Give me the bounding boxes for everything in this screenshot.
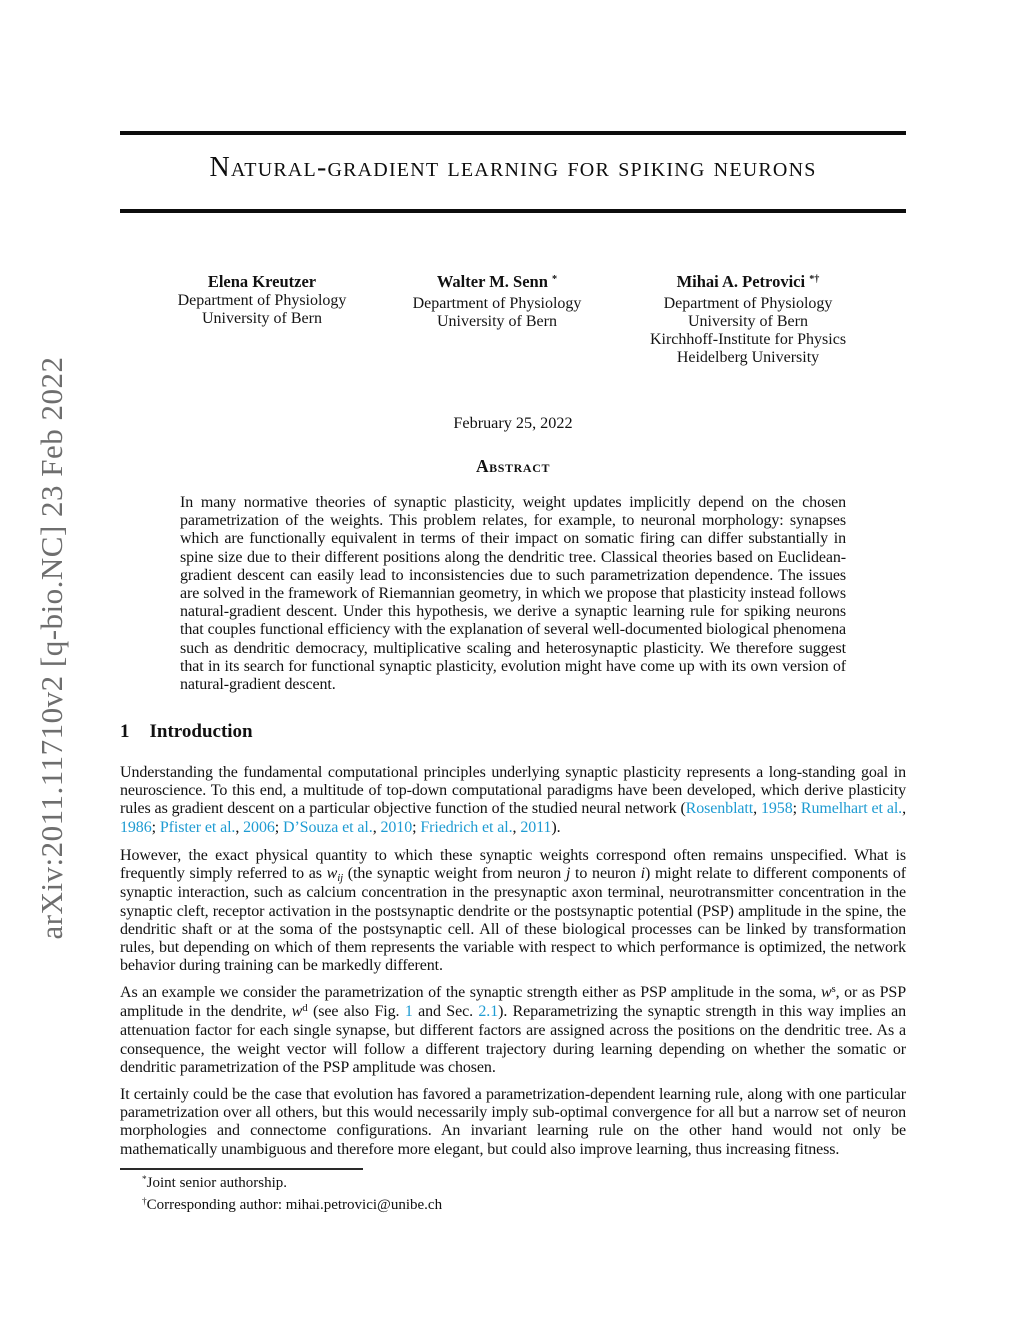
text-run: ). Reparametrizing the synaptic strength in this way implies an attenuation factor for each single synapse, but different factors are assigned across the positions on the dendritic tree. As a consequence, the weight vector will follow a different trajectory during learning depending on whether the somatic or dendritic parametrization of the PSP amplitude was chosen. <box>120 1003 906 1076</box>
text-run: However, the exact physical quantity to which these synaptic weights correspond often remains unspecified. What is frequently simply referred to as <box>120 847 906 883</box>
text-run: , <box>512 818 521 836</box>
author-name-text: Elena Kreutzer <box>207 272 317 291</box>
citation-link[interactable]: Pfister et al. <box>159 818 236 836</box>
text-run: s <box>831 983 836 996</box>
intro-paragraph-1 <box>120 764 906 837</box>
author-column-1 <box>120 273 404 367</box>
text-run: d <box>302 1002 308 1015</box>
text-run: ; <box>792 800 801 818</box>
author-affiliation: University of Bern <box>437 313 557 330</box>
text-run: (the synaptic weight from neuron <box>343 865 566 883</box>
author-affiliation: Heidelberg University <box>676 349 820 366</box>
citation-link[interactable]: 2011 <box>520 818 552 836</box>
author-affiliation: University of Bern <box>202 310 322 327</box>
abstract-heading: Abstract <box>475 456 551 476</box>
footnote-mark: † <box>142 1197 147 1208</box>
citation-link[interactable]: Friedrich et al. <box>420 818 513 836</box>
footnote-mark: * <box>142 1175 147 1186</box>
footnote-corresponding-author <box>120 1195 906 1217</box>
text-run: ) might relate to different components of synaptic interaction, such as calcium concentration in the presynaptic axon terminal, neurotransmitter concentration in the synaptic cleft, receptor activation in the postsynaptic dendrite or the postsynaptic potential (PSP) amplitude in the spine, the dendritic shaft or at the soma of the postsynaptic cell. All of these biological processes can be linked by transformation rules, but depending on which of them represents the variable with respect to which performance is optimized, the network behavior during training can be markedly different. <box>120 865 906 975</box>
text-run: w <box>326 865 338 883</box>
author-block <box>120 273 906 367</box>
author-name-text: Mihai A. Petrovici <box>676 272 806 291</box>
author-name <box>404 273 590 294</box>
citation-link[interactable]: 1958 <box>761 800 793 818</box>
text-run: and Sec. <box>412 1003 479 1021</box>
arxiv-watermark: arXiv:2011.11710v2 [q-bio.NC] 23 Feb 2022 <box>34 356 69 940</box>
text-run: As an example we consider the parametrization of the synaptic strength either as PSP amplitude in the soma, <box>120 984 821 1001</box>
text-run: Understanding the fundamental computational principles underlying synaptic plasticity represents a long-standing goal in neuroscience. To this end, a multitude of top-down computational paradigms have been developed, which derive plasticity rules as gradient descent on a particular objective function of the studied neural network ( <box>120 764 906 818</box>
footnote-text: Corresponding author: mihai.petrovici@unibe.ch <box>146 1197 443 1213</box>
citation-link[interactable]: Rumelhart et al. <box>800 800 903 818</box>
author-footnote-mark: * <box>552 273 558 285</box>
intro-paragraph-4 <box>120 1086 906 1159</box>
text-run: , or as PSP amplitude in the dendrite, <box>120 984 906 1021</box>
footnotes <box>120 1173 906 1217</box>
citation-link[interactable]: 1986 <box>120 818 152 836</box>
author-name <box>590 273 906 294</box>
text-run: ; <box>412 818 421 836</box>
footnote-rule <box>120 1168 363 1170</box>
author-column-3 <box>590 273 906 367</box>
text-run: , <box>372 818 381 836</box>
section-heading-introduction <box>120 721 253 743</box>
paper-title: Natural-gradient learning for spiking neurons <box>209 152 817 183</box>
text-run: ). <box>551 818 561 836</box>
citation-link[interactable]: D’Souza et al. <box>283 818 373 836</box>
text-run: to neuron <box>570 865 641 883</box>
author-affiliation: Kirchhoff-Institute for Physics <box>649 331 847 348</box>
author-footnote-mark: *† <box>809 273 820 285</box>
author-affiliation: Department of Physiology <box>663 295 833 312</box>
author-affiliation: Department of Physiology <box>412 295 582 312</box>
author-name <box>120 273 404 291</box>
text-run: ; <box>151 818 160 836</box>
text-run: j <box>565 865 571 883</box>
text-run: It certainly could be the case that evolution has favored a parametrization-dependent learning rule, along with one particular parametrization over all others, but this would necessarily imply sub-optimal convergence for all but a narrow set of neuron morphologies and connectome configurations. An invariant learning rule on the other hand would not only be mathematically unambiguous and therefore more elegant, but could also improve learning, thus increasing fitness. <box>120 1086 906 1158</box>
footnote-text: Joint senior authorship. <box>146 1175 288 1191</box>
text-run: ; <box>274 818 283 836</box>
title-rule-bottom <box>120 209 906 213</box>
text-run: , <box>753 800 761 818</box>
author-affiliation: University of Bern <box>688 313 808 330</box>
text-run: w <box>820 984 832 1001</box>
citation-link[interactable]: 2006 <box>243 818 275 836</box>
text-run: (see also Fig. <box>307 1003 405 1021</box>
citation-link[interactable]: 2.1 <box>478 1003 499 1021</box>
publication-date: February 25, 2022 <box>453 414 573 432</box>
text-run: i <box>640 865 645 883</box>
section-title: Introduction <box>149 721 253 742</box>
intro-paragraph-2 <box>120 847 906 975</box>
citation-link[interactable]: 2010 <box>380 818 413 836</box>
author-column-2 <box>404 273 590 367</box>
text-run: w <box>291 1003 303 1021</box>
section-number: 1 <box>120 721 130 742</box>
title-rule-top <box>120 131 906 135</box>
citation-link[interactable]: 1 <box>404 1003 413 1021</box>
text-run: , <box>235 818 244 836</box>
author-affiliation: Department of Physiology <box>177 292 347 309</box>
footnote-joint-authorship <box>120 1173 906 1195</box>
intro-paragraph-3 <box>120 984 906 1077</box>
author-name-text: Walter M. Senn <box>436 272 548 291</box>
citation-link[interactable]: Rosenblatt <box>685 800 754 818</box>
text-run: ij <box>337 872 344 885</box>
abstract-text: In many normative theories of synaptic plasticity, weight updates implicitly depend on the chosen parametrization of the weights. This problem relates, for example, to neuronal morphology: synapses which are functionally equivalent in terms of their impact on somatic firing can differ substantially in spine size due to their different positions along the dendritic tree. Classical theories based on Euclidean-gradient descent can easily lead to inconsistencies due to such parametrization dependence. The issues are solved in the framework of Riemannian geometry, in which we propose that plasticity instead follows natural-gradient descent. Under this hypothesis, we derive a synaptic learning rule for spiking neurons that couples functional efficiency with the explanation of several well-documented biological phenomena such as dendritic democracy, multiplicative scaling and heterosynaptic plasticity. We therefore suggest that in its search for functional synaptic plasticity, evolution might have come up with its own version of natural-gradient descent. <box>180 494 846 694</box>
text-run: , <box>902 800 906 818</box>
